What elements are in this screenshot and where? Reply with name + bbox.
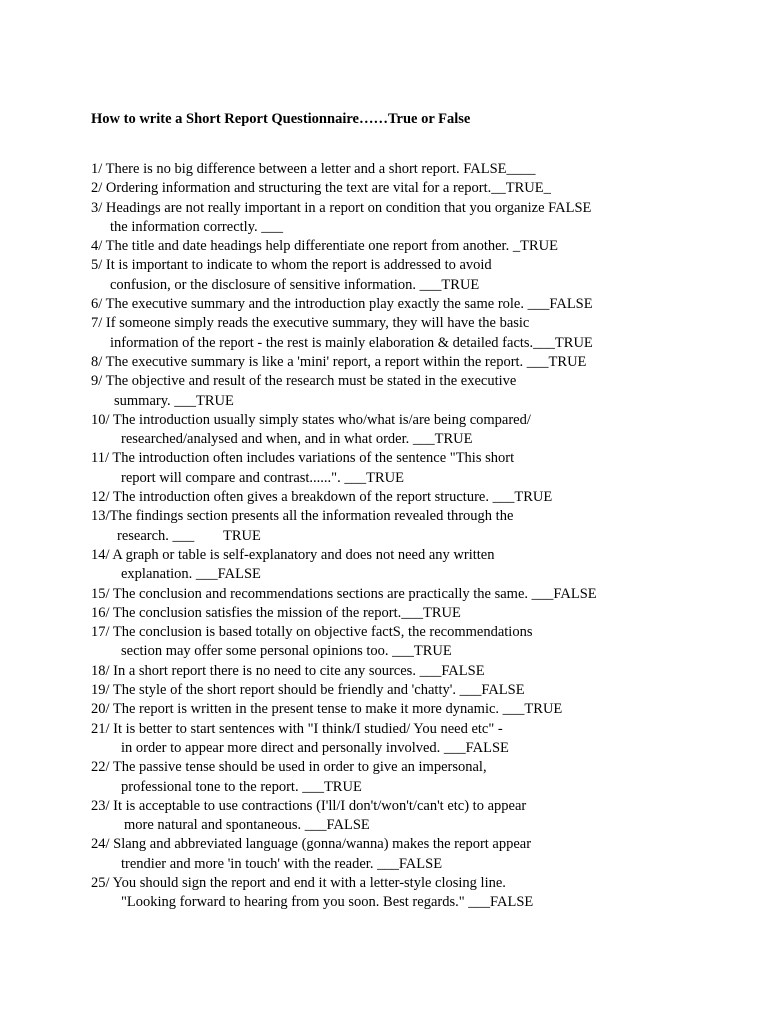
question-continuation: more natural and spontaneous. ___FALSE (124, 817, 370, 834)
question-item (91, 874, 751, 913)
question-item (91, 662, 751, 681)
question-list (91, 160, 751, 913)
question-item (91, 488, 751, 507)
question-text: 14/ A graph or table is self-explanatory and does not need any written (91, 546, 495, 563)
question-text: 21/ It is better to start sentences with "I think/I studied/ You need etc" - (91, 720, 503, 737)
question-item (91, 585, 751, 604)
question-item (91, 179, 751, 198)
question-item (91, 797, 751, 836)
question-text: 23/ It is acceptable to use contractions (I'll/I don't/won't/can't etc) to appear (91, 797, 527, 814)
question-text: 16/ The conclusion satisfies the mission of the report.___TRUE (91, 604, 461, 621)
question-text: 22/ The passive tense should be used in order to give an impersonal, (91, 759, 487, 776)
question-continuation: the information correctly. ___ (110, 218, 284, 235)
question-item (91, 623, 751, 662)
question-item (91, 353, 751, 372)
document-title: How to write a Short Report Questionnaire……True or False (91, 111, 471, 127)
question-continuation: information of the report - the rest is mainly elaboration & detailed facts.___TRUE (110, 334, 593, 351)
question-item (91, 449, 751, 488)
question-item (91, 720, 751, 759)
question-item (91, 314, 751, 353)
question-item (91, 546, 751, 585)
question-item (91, 507, 751, 546)
question-text: 12/ The introduction often gives a breakdown of the report structure. ___TRUE (91, 489, 553, 506)
question-item (91, 604, 751, 623)
question-text: 13/The findings section presents all the information revealed through the (91, 508, 514, 525)
question-text: 2/ Ordering information and structuring the text are vital for a report.__TRUE_ (91, 180, 551, 197)
question-continuation: research. ___ TRUE (117, 527, 261, 544)
question-text: 4/ The title and date headings help differentiate one report from another. _TRUE (91, 238, 558, 255)
question-text: 1/ There is no big difference between a letter and a short report. FALSE____ (91, 161, 536, 177)
question-continuation: in order to appear more direct and personally involved. ___FALSE (121, 739, 509, 756)
question-continuation: report will compare and contrast......". ___TRUE (121, 469, 404, 486)
question-text: 10/ The introduction usually simply states who/what is/are being compared/ (91, 411, 531, 428)
question-item (91, 237, 751, 256)
question-text: 25/ You should sign the report and end it with a letter-style closing line. (91, 874, 506, 891)
question-item (91, 372, 751, 411)
question-text: 24/ Slang and abbreviated language (gonna/wanna) makes the report appear (91, 836, 532, 853)
question-text: 7/ If someone simply reads the executive summary, they will have the basic (91, 315, 530, 332)
question-item (91, 681, 751, 700)
question-item (91, 160, 751, 179)
question-continuation: trendier and more 'in touch' with the reader. ___FALSE (121, 855, 443, 872)
question-text: 9/ The objective and result of the research must be stated in the executive (91, 373, 517, 390)
question-continuation: researched/analysed and when, and in what order. ___TRUE (121, 431, 473, 448)
question-item (91, 758, 751, 797)
question-text: 8/ The executive summary is like a 'mini' report, a report within the report. ___TRUE (91, 353, 587, 370)
question-text: 19/ The style of the short report should be friendly and 'chatty'. ___FALSE (91, 682, 525, 699)
question-text: 3/ Headings are not really important in a report on condition that you organize FALSE (91, 199, 592, 216)
question-continuation: "Looking forward to hearing from you soon. Best regards." ___FALSE (121, 894, 534, 911)
question-text: 17/ The conclusion is based totally on objective factS, the recommendations (91, 624, 533, 641)
question-continuation: explanation. ___FALSE (121, 566, 261, 583)
question-item (91, 256, 751, 295)
question-continuation: confusion, or the disclosure of sensitive information. ___TRUE (110, 276, 480, 293)
question-continuation: professional tone to the report. ___TRUE (121, 778, 362, 795)
question-item (91, 295, 751, 314)
question-text: 18/ In a short report there is no need to cite any sources. ___FALSE (91, 662, 485, 679)
question-continuation: summary. ___TRUE (114, 392, 234, 409)
question-text: 6/ The executive summary and the introduction play exactly the same role. ___FALSE (91, 296, 593, 313)
question-text: 15/ The conclusion and recommendations sections are practically the same. ___FALSE (91, 585, 597, 602)
question-text: 5/ It is important to indicate to whom the report is addressed to avoid (91, 257, 492, 274)
question-item (91, 199, 751, 238)
question-item (91, 700, 751, 719)
question-continuation: section may offer some personal opinions too. ___TRUE (121, 643, 452, 660)
question-item (91, 411, 751, 450)
question-text: 20/ The report is written in the present tense to make it more dynamic. ___TRUE (91, 701, 563, 718)
question-text: 11/ The introduction often includes variations of the sentence "This short (91, 450, 515, 467)
question-item (91, 835, 751, 874)
